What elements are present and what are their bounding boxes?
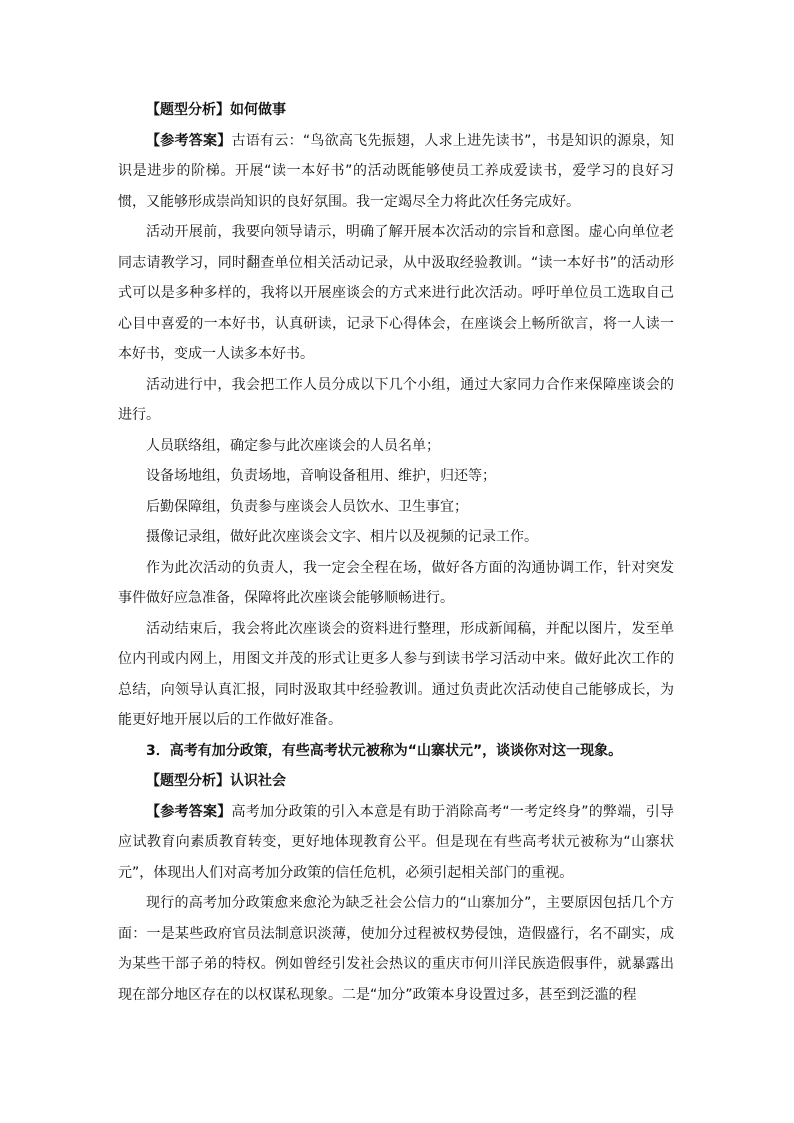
analysis-label: 【题型分析】	[146, 102, 230, 118]
analysis-label: 【题型分析】	[146, 773, 230, 789]
answer-text: 高考加分政策的引入本意是有助于消除高考“一考定终身”的弊端，引导应试教育向素质教育转变，更好地体现教育公平。但是现在有些高考状元被称为“山寨状元”，体现出人们对高考加分政策的信任危机，必须引起相关部门的重视。	[118, 803, 674, 881]
answer-text: 古语有云：“鸟欲高飞先振翅，人求上进先读书”，书是知识的源泉，知识是进步的阶梯。开展“读一本好书”的活动既能够使员工养成爱读书，爱学习的良好习惯，又能够形成崇尚知识的良好氛围。我一定竭尽全力将此次任务完成好。	[118, 132, 674, 210]
section-heading-analysis-2	[118, 766, 674, 797]
answer-paragraph-1	[118, 126, 674, 218]
list-item: 人员联络组，确定参与此次座谈会的人员名单；	[146, 437, 440, 454]
analysis-text: 认识社会	[230, 773, 286, 789]
section-heading-analysis-1	[118, 95, 674, 126]
body-paragraph: 作为此次活动的负责人，我一定会全程在场，做好各方面的沟通协调工作，针对突发事件做好应急准备，保障将此次座谈会能够顺畅进行。	[118, 559, 674, 606]
body-paragraph: 活动结束后，我会将此次座谈会的资料进行整理，形成新闻稿，并配以图片，发至单位内刊或内网上，用图文并茂的形式让更多人参与到读书学习活动中来。做好此次工作的总结，向领导认真汇报，同时汲取其中经验教训。通过负责此次活动使自己能够成长，为能更好地开展以后的工作做好准备。	[118, 620, 674, 728]
list-item: 设备场地组，负责场地，音响设备租用、维护，归还等；	[146, 468, 496, 484]
answer-label: 【参考答案】	[146, 132, 232, 149]
body-paragraph: 现行的高考加分政策愈来愈沦为缺乏社会公信力的“山寨加分”，主要原因包括几个方面：一是某些政府官员法制意识淡薄，使加分过程被权势侵蚀，造假盛行，名不副实，成为某些干部子弟的特权。例如曾经引发社会热议的重庆市何川洋民族造假事件，就暴露出现在部分地区存在的以权谋私现象。二是“加分”政策本身设置过多，甚至到泛滥的程	[118, 895, 674, 1003]
body-paragraph: 活动开展前，我要向领导请示，明确了解开展本次活动的宗旨和意图。虚心向单位老同志请教学习，同时翻查单位相关活动记录，从中汲取经验教训。“读一本好书”的活动形式可以是多种多样的，我将以开展座谈会的方式来进行此次活动。呼吁单位员工选取自己心目中喜爱的一本好书，认真研读，记录下心得体会，在座谈会上畅所欲言，将一人读一本好书，变成一人读多本好书。	[118, 224, 674, 362]
answer-label: 【参考答案】	[146, 803, 232, 820]
list-item: 摄像记录组，做好此次座谈会文字、相片以及视频的记录工作。	[146, 529, 538, 545]
answer-paragraph-2	[118, 797, 674, 889]
list-item: 后勤保障组，负责参与座谈会人员饮水、卫生事宜；	[146, 498, 468, 515]
question-heading: 3．高考有加分政策，有些高考状元被称为“山寨状元”，谈谈你对这一现象。	[146, 742, 623, 759]
document-page	[118, 95, 674, 1010]
body-paragraph: 活动进行中，我会把工作人员分成以下几个小组，通过大家同力合作来保障座谈会的进行。	[118, 376, 674, 423]
analysis-text: 如何做事	[230, 102, 286, 118]
